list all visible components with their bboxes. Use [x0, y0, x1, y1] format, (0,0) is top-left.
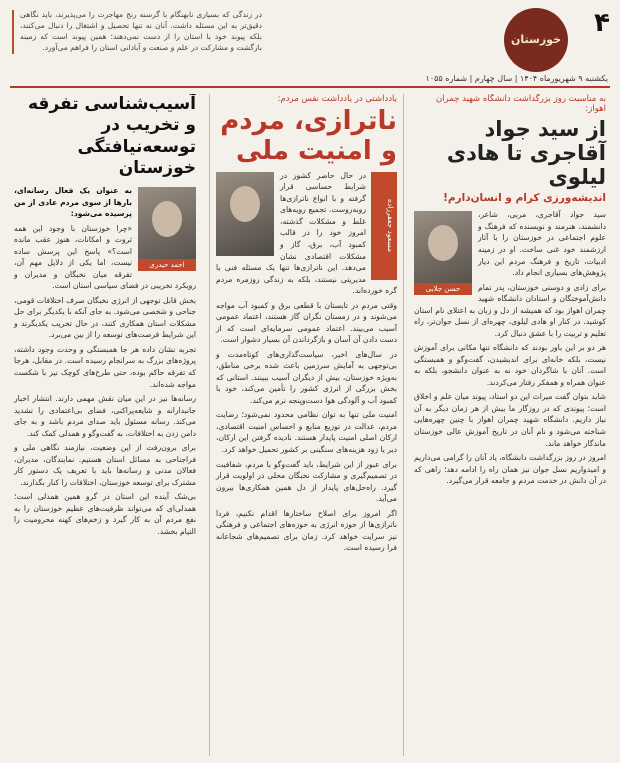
photo-caption: حسن جلایی	[414, 283, 472, 295]
paragraph: بخش قابل توجهی از انرژی نخبگان صرف اختلافات قومی، جناحی و شخصی می‌شود. به جای آنکه با یکدیگر برای حل مشکلات استان همکاری کنند، در حال تخریب یکدیگرند و این شرایط فرصت‌های توسعه را از بین می‌برد.	[14, 295, 196, 340]
author-photo	[216, 172, 274, 256]
paragraph: سید جواد آقاجری، مربی، شاعر، دانشمند، هنرمند و نویسنده که فرهنگ و علوم اجتماعی در خوزستان را با آثار ارزشمند خود غنی ساخت. او در زمینه ادبیات، تاریخ و فرهنگ مردم این دیار پژوهش‌های بسیاری انجام داد.	[478, 210, 606, 278]
article-imbalance	[209, 94, 404, 756]
portrait-image	[230, 186, 260, 222]
paragraph: «چرا خوزستان با وجود این همه ثروت و امکانات، هنوز عقب مانده است؟» پاسخ این پرسش ساده نیست، اما یکی از دلایل مهم آن، تفرقه میان نخبگان و مدیران و رویکرد تخریبی در فضای سیاسی استان است.	[14, 223, 196, 291]
paragraph: تجربه نشان داده هر جا همبستگی و وحدت وجود داشته، پروژه‌های بزرگ به سرانجام رسیده است. در مقابل، هرجا که تفرقه حاکم بوده، حتی طرح‌های کوچک نیز با شکست مواجه شده‌اند.	[14, 344, 196, 389]
article-headline: از سید جواد آقاجری تا هادی لیلوی	[446, 117, 606, 190]
paragraph: امروز در روز بزرگداشت دانشگاه، یاد آنان را گرامی می‌داریم و امیدواریم نسل جوان نیز همان راه را ادامه دهد؛ راهی که در آن دانش در خدمت مردم و جامعه قرار می‌گیرد.	[414, 453, 606, 486]
paragraph: اگر امروز برای اصلاح ساختارها اقدام نکنیم، فردا ناترازی‌ها از حوزه انرژی به حوزه‌های اجتماعی و فرهنگی نیز سرایت خواهد کرد. زمان برای تصمیم‌های شجاعانه فرا رسیده است.	[216, 508, 397, 553]
article-headline: آسیب‌شناسی تفرقه و تخریب در توسعه‌نیافتگی خوزستان	[28, 94, 196, 178]
newspaper-logo: خوزستان	[504, 8, 568, 72]
article-headline: ناترازی، مردم و امنیت ملی	[220, 106, 397, 166]
header-quote: در زندگی که بسیاری نابهنگام با گرسنه رنج مهاجرت را می‌پذیرند، باید نگاهی دقیق‌تر به این مسئله داشت. آنان نه تنها تحصیل و اشتغال را دنبال می‌کنند، بلکه پیوند خود با استان را از دست نمی‌دهند؛ همین پیوند است که زمینه بازگشت و مشارکت در علم و صنعت و آبادانی استان را فراهم می‌آورد.	[12, 10, 262, 54]
author-photo	[138, 187, 196, 271]
paragraph: شاید بتوان گفت میراث این دو استاد، پیوند میان علم و اخلاق است؛ پیوندی که در روزگار ما بیش از هر زمان دیگر به آن نیاز داریم. دانشگاه شهید چمران اهواز با چنین چهره‌هایی شناخته می‌شود و نام آنان در تاریخ آموزش عالی خوزستان ماندگار خواهد ماند.	[414, 392, 606, 448]
portrait-image	[152, 201, 182, 237]
paragraph: رسانه‌ها نیز در این میان نقش مهمی دارند. انتشار اخبار جانبدارانه و شایعه‌پراکنی، فضای بی‌اعتمادی را تشدید می‌کند. رسانه مسئول باید صدای مردم باشد و به جای دامن زدن به اختلافات، به گفت‌وگو و همدلی کمک کند.	[14, 394, 196, 438]
page-number: ۴	[594, 8, 610, 38]
issue-meta: یکشنبه ۹ شهریورماه ۱۴۰۴ | سال چهارم | شماره ۱۰۵۵	[425, 74, 608, 83]
author-byline: مسعود جعفرزاده	[371, 172, 397, 280]
article-discord	[10, 94, 200, 756]
article-kicker: به مناسبت روز بزرگداشت دانشگاه شهید چمران اهواز:	[435, 94, 606, 114]
paragraph: هر دو بر این باور بودند که دانشگاه تنها مکانی برای آموزش نیست، بلکه خانه‌ای برای اندیشیدن، گفت‌وگو و همبستگی است. آنان با شاگردان خود نه به عنوان دانشجو، بلکه به عنوان همراه و همفکر رفتار می‌کردند.	[414, 343, 606, 387]
portrait-image	[428, 225, 458, 261]
article-subhead: اندیشه‌ورزی کرام و انسان‌دارم!	[443, 192, 606, 205]
paragraph: برای عبور از این شرایط، باید گفت‌وگو با مردم، شفافیت در تصمیم‌گیری و مشارکت نخبگان محلی در اولویت قرار گیرد. راه‌حل‌های پایدار از دل همین همکاری‌ها بیرون می‌آید.	[216, 459, 397, 504]
paragraph: برای برون‌رفت از این وضعیت، نیازمند نگاهی ملی و فراجناحی به مسائل استان هستیم. نمایندگان، مدیران، فعالان مدنی و رسانه‌ها باید با تعریف یک دستور کار مشترک برای توسعه خوزستان، اختلافات را کنار بگذارند.	[14, 443, 196, 487]
paragraph: بی‌شک آینده این استان در گرو همین همدلی است؛ همدلی‌ای که می‌تواند ظرفیت‌های عظیم خوزستان را به نفع مردم آن به کار گیرد و زخم‌های کهنه محرومیت را التیام بخشد.	[14, 492, 196, 536]
paragraph: برای زادی و دوستی خوزستان، پدر تمام دانش‌آموختگان و استادان دانشگاه شهید چمران اهواز بود که همیشه از دل و زبان به اعتلای نام استان کوشید. در کنار او هادی لیلوی، چهره‌ای از نسل جوان‌تر، راه تعلیم و تربیت را با عشق دنبال کرد.	[414, 282, 606, 338]
article-aghajari	[410, 94, 610, 756]
photo-caption: احمد حیدری	[138, 259, 196, 271]
paragraph: به عنوان یک فعال رسانه‌ای، بارها از سوی مردم عادی از من پرسیده می‌شود:	[14, 186, 132, 219]
author-photo	[414, 211, 472, 295]
paragraph: امنیت ملی تنها به توان نظامی محدود نمی‌شود؛ رضایت مردم، عدالت در توزیع منابع و احساس امنیت اقتصادی، ارکان اصلی امنیت پایدار هستند. نادیده گرفتن این ارکان، دیر یا زود هزینه‌های سنگینی بر کشور تحمیل خواهد کرد.	[216, 410, 397, 454]
paragraph: وقتی مردم در تابستان با قطعی برق و کمبود آب مواجه می‌شوند و در زمستان نگران گاز هستند، اعتماد عمومی آسیب می‌بیند. اعتماد عمومی سرمایه‌ای است که از دست دادن آن آسان و بازگرداندن آن بسیار دشوار است.	[216, 300, 397, 345]
paragraph: در حال حاضر کشور در شرایط حساسی قرار گرفته و با انواع ناترازی‌ها روبه‌روست. تجمیع رویه‌های غلط و مشکلات گذشته، امروز خود را در قالب کمبود آب، برق، گاز و مشکلات اقتصادی نشان می‌دهد. این ناترازی‌ها تنها یک مسئله فنی یا مدیریتی نیستند، بلکه به زندگی روزمره مردم گره خورده‌اند.	[216, 170, 397, 296]
header-divider	[10, 86, 610, 88]
article-kicker: یادداشتی در یادداشت نفس مردم:	[277, 94, 397, 104]
paragraph: در سال‌های اخیر، سیاست‌گذاری‌های کوتاه‌مدت و بی‌توجهی به آمایش سرزمین باعث شده برخی مناطق، به‌ویژه خوزستان، بیش از دیگران آسیب ببینند. استانی که بخش بزرگی از انرژی کشور را تأمین می‌کند، خود با کمبود آب و آلودگی هوا دست‌وپنجه نرم می‌کند.	[216, 349, 397, 405]
